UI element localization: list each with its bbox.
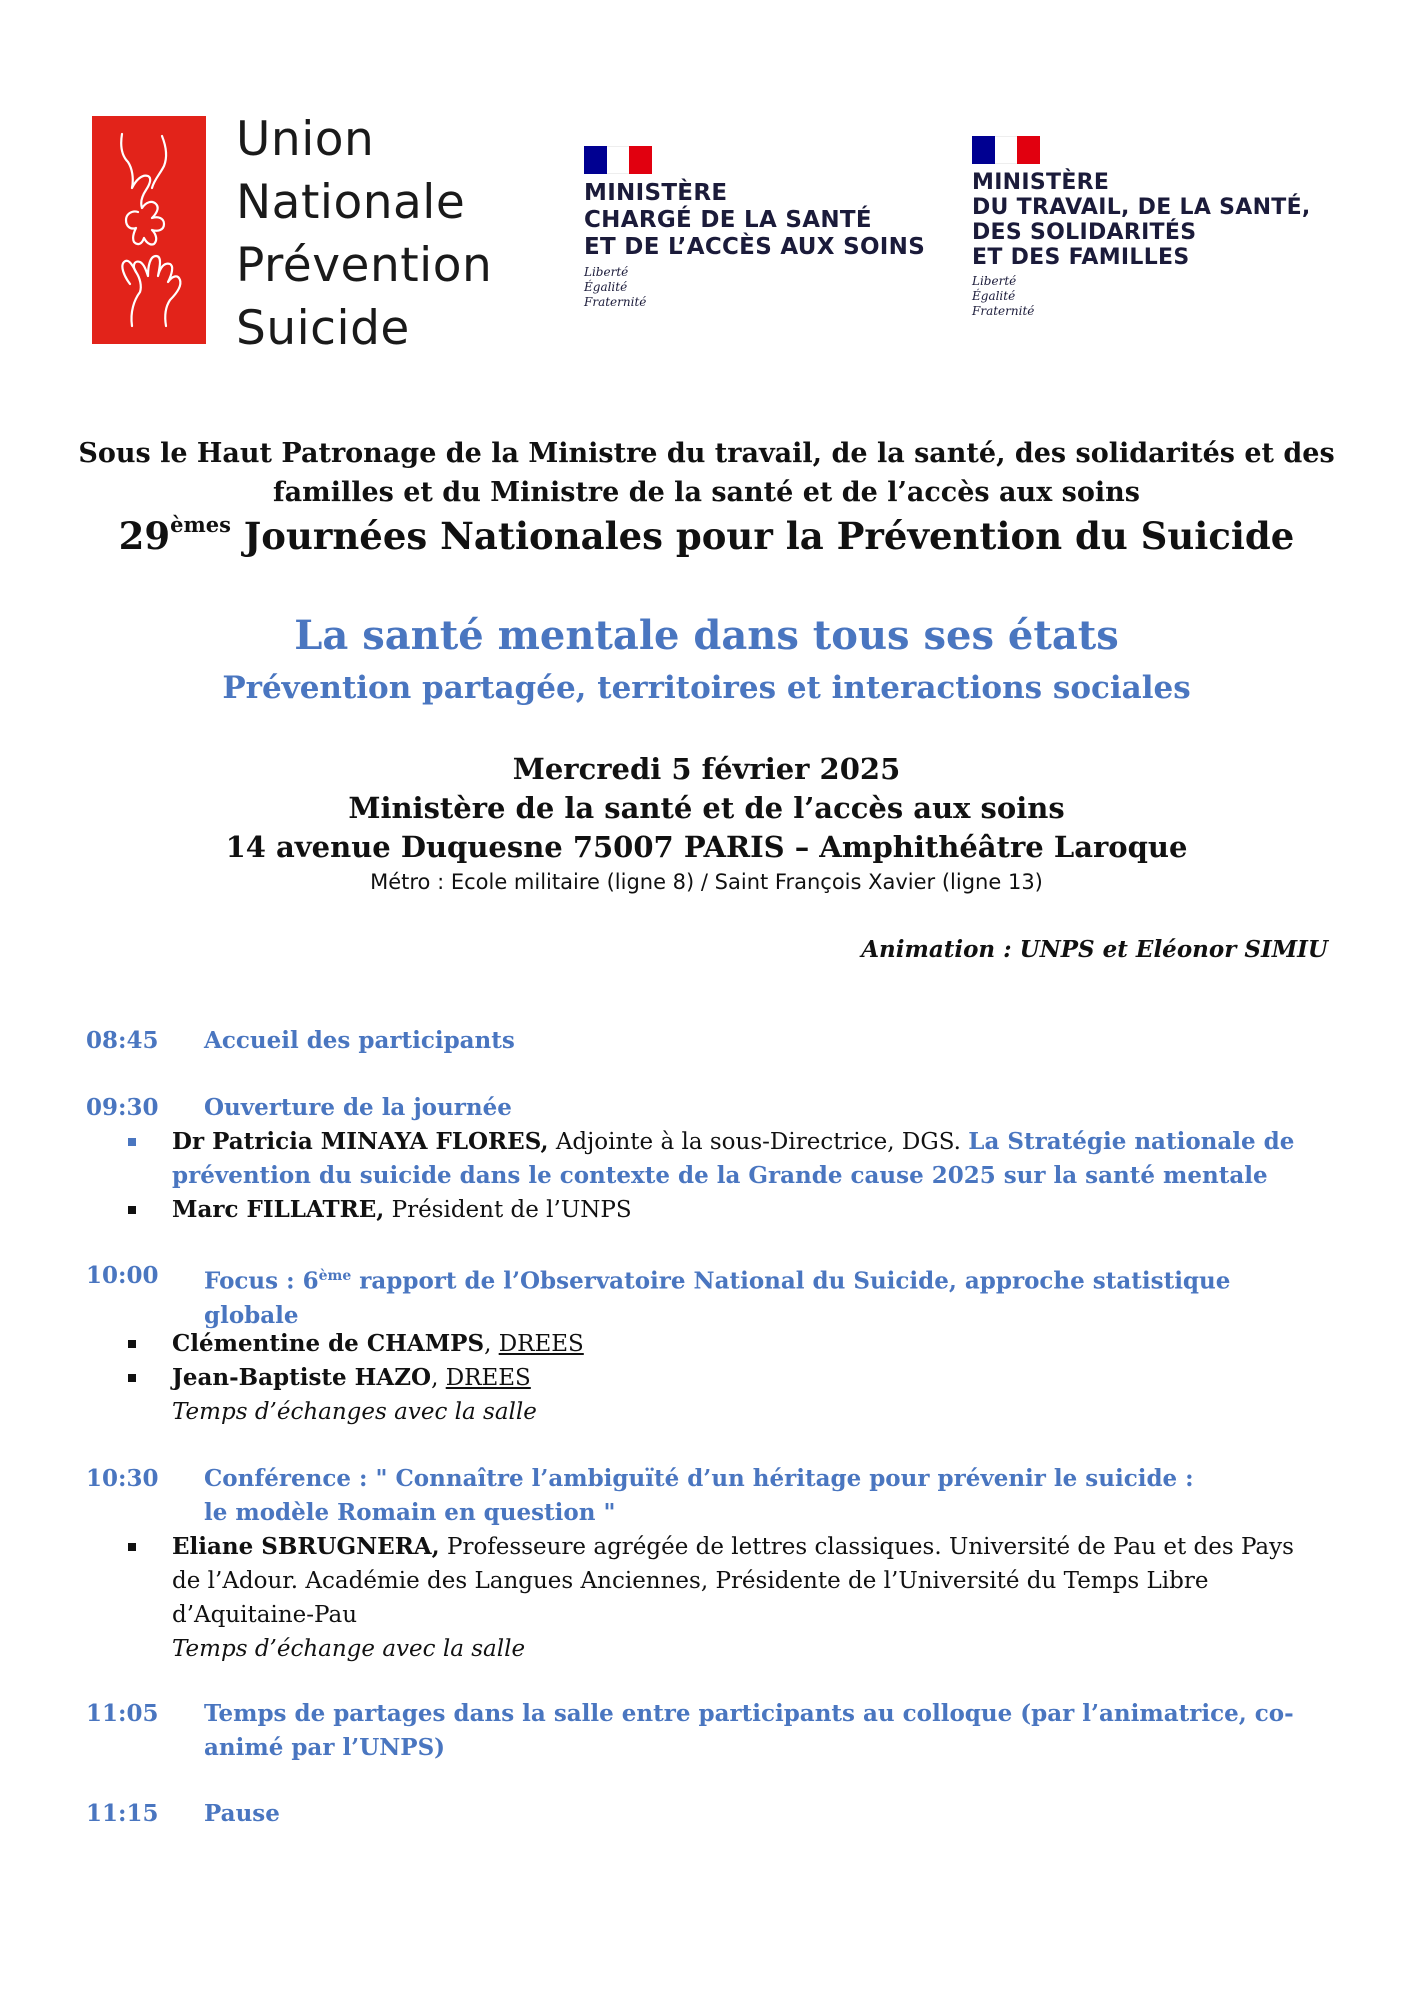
edition-number: 29 [118, 514, 171, 558]
title-part: Focus : 6 [204, 1267, 319, 1295]
speaker-org: DREES [445, 1365, 531, 1391]
bullet-icon [128, 1340, 136, 1348]
unps-logo-text [236, 108, 492, 360]
title-part: globale [204, 1301, 299, 1329]
speaker-role: Adjointe à la sous-Directrice, DGS. [548, 1129, 969, 1155]
unps-logo-mark [92, 116, 206, 344]
session-time: 11:05 [86, 1700, 159, 1727]
ministry-line: MINISTÈRE [584, 180, 728, 206]
patronage-line: Sous le Haut Patronage de la Ministre du travail, de la santé, des solidarités et des [78, 438, 1335, 469]
speaker-name: Jean-Baptiste HAZO [172, 1364, 432, 1391]
motto-line: Fraternité [972, 304, 1035, 318]
session-opening [86, 1091, 1336, 1231]
session-title [204, 1259, 1324, 1333]
metro-info: Métro : Ecole militaire (ligne 8) / Saint François Xavier (ligne 13) [370, 870, 1043, 894]
ministry-work-logo [972, 136, 1311, 319]
title-sup: ème [318, 1268, 352, 1284]
title-part: animé par l’UNPS) [204, 1734, 446, 1761]
session-time: 11:15 [86, 1800, 159, 1827]
speaker-org: DREES [498, 1331, 584, 1357]
unps-line: Nationale [236, 175, 466, 230]
ministry-line: CHARGÉ DE LA SANTÉ [584, 207, 872, 233]
separator: , [484, 1331, 499, 1357]
event-address: 14 avenue Duquesne 75007 PARIS – Amphithéâtre Laroque [225, 830, 1188, 864]
speaker-name: Dr Patricia MINAYA FLORES, [172, 1128, 549, 1155]
speaker-name: Clémentine de CHAMPS [172, 1330, 485, 1357]
session-title: Pause [204, 1800, 280, 1827]
speaker-role: Président de l’UNPS [384, 1197, 632, 1223]
bullet-icon [128, 1138, 136, 1146]
session-time: 08:45 [86, 1027, 159, 1054]
bullet-icon [128, 1206, 136, 1214]
theme-subtitle: Prévention partagée, territoires et interactions sociales [222, 670, 1191, 706]
exchange-note: Temps d’échange avec la salle [172, 1636, 526, 1662]
session-title [204, 1462, 1324, 1530]
separator: , [431, 1365, 446, 1391]
session-title: Ouverture de la journée [204, 1094, 512, 1121]
french-flag-icon [584, 146, 652, 174]
motto-line: Égalité [584, 280, 628, 294]
event-date-venue [0, 750, 1413, 867]
session-focus [86, 1259, 1336, 1439]
ministry-line: DES SOLIDARITÉS [972, 220, 1197, 245]
talk-title: La Stratégie nationale de [968, 1128, 1295, 1155]
patronage-line: familles et du Ministre de la santé et de l’accès aux soins [273, 477, 1140, 508]
event-name: Journées Nationales pour la Prévention du Suicide [243, 514, 1295, 558]
session-time: 10:30 [86, 1465, 159, 1492]
session-time: 09:30 [86, 1094, 159, 1121]
session-title: Accueil des participants [204, 1027, 515, 1054]
speaker-name: Marc FILLATRE, [172, 1196, 385, 1223]
patronage-text [0, 434, 1413, 512]
speaker-item [128, 1327, 1328, 1361]
hands-icon [92, 116, 206, 344]
ministry-line: ET DE L’ACCÈS AUX SOINS [584, 234, 926, 260]
speaker-role: Professeure agrégée de lettres classiques. Université de Pau et des Pays [439, 1534, 1294, 1560]
title-part: Conférence : " Connaître l’ambiguïté d’un héritage pour prévenir le suicide : [204, 1465, 1194, 1492]
motto-line: Égalité [972, 289, 1016, 303]
event-date: Mercredi 5 février 2025 [512, 752, 901, 786]
event-venue: Ministère de la santé et de l’accès aux soins [348, 791, 1065, 825]
edition-suffix: èmes [170, 512, 231, 537]
exchange-note: Temps d’échanges avec la salle [172, 1399, 537, 1425]
ministry-health-logo [584, 146, 925, 310]
title-part: rapport de l’Observatoire National du Suicide, approche statistique [351, 1267, 1231, 1295]
session-sharing [86, 1697, 1336, 1767]
unps-line: Union [236, 112, 375, 167]
speaker-name: Eliane SBRUGNERA, [172, 1533, 440, 1560]
french-flag-icon [972, 136, 1040, 164]
session-conference [86, 1462, 1336, 1682]
talk-title: prévention du suicide dans le contexte de la Grande cause 2025 sur la santé mentale [172, 1162, 1268, 1189]
speaker-role: de l’Adour. Académie des Langues Anciennes, Présidente de l’Université du Temps Libre [172, 1568, 1209, 1594]
unps-line: Suicide [236, 301, 410, 356]
speaker-item [128, 1125, 1328, 1193]
republic-motto [584, 265, 925, 310]
motto-line: Liberté [972, 274, 1017, 288]
ministry-line: MINISTÈRE [972, 170, 1110, 195]
session-title [204, 1697, 1324, 1765]
speaker-item [128, 1193, 1328, 1227]
motto-line: Fraternité [584, 295, 647, 309]
speaker-item [128, 1530, 1328, 1632]
speaker-role: d’Aquitaine-Pau [172, 1602, 358, 1628]
ministry-line: DU TRAVAIL, DE LA SANTÉ, [972, 195, 1311, 220]
republic-motto [972, 274, 1311, 319]
motto-line: Liberté [584, 265, 629, 279]
title-part: le modèle Romain en question " [204, 1499, 616, 1526]
theme-title: La santé mentale dans tous ses états [294, 612, 1119, 659]
ministry-line: ET DES FAMILLES [972, 245, 1190, 270]
unps-line: Prévention [236, 238, 493, 293]
speaker-item [128, 1361, 1328, 1395]
bullet-icon [128, 1374, 136, 1382]
session-time: 10:00 [86, 1262, 159, 1289]
animation-credit: Animation : UNPS et Eléonor SIMIU [861, 936, 1328, 963]
title-part: Temps de partages dans la salle entre participants au colloque (par l’animatrice, co- [204, 1700, 1294, 1727]
bullet-icon [128, 1543, 136, 1551]
event-title [0, 514, 1413, 558]
